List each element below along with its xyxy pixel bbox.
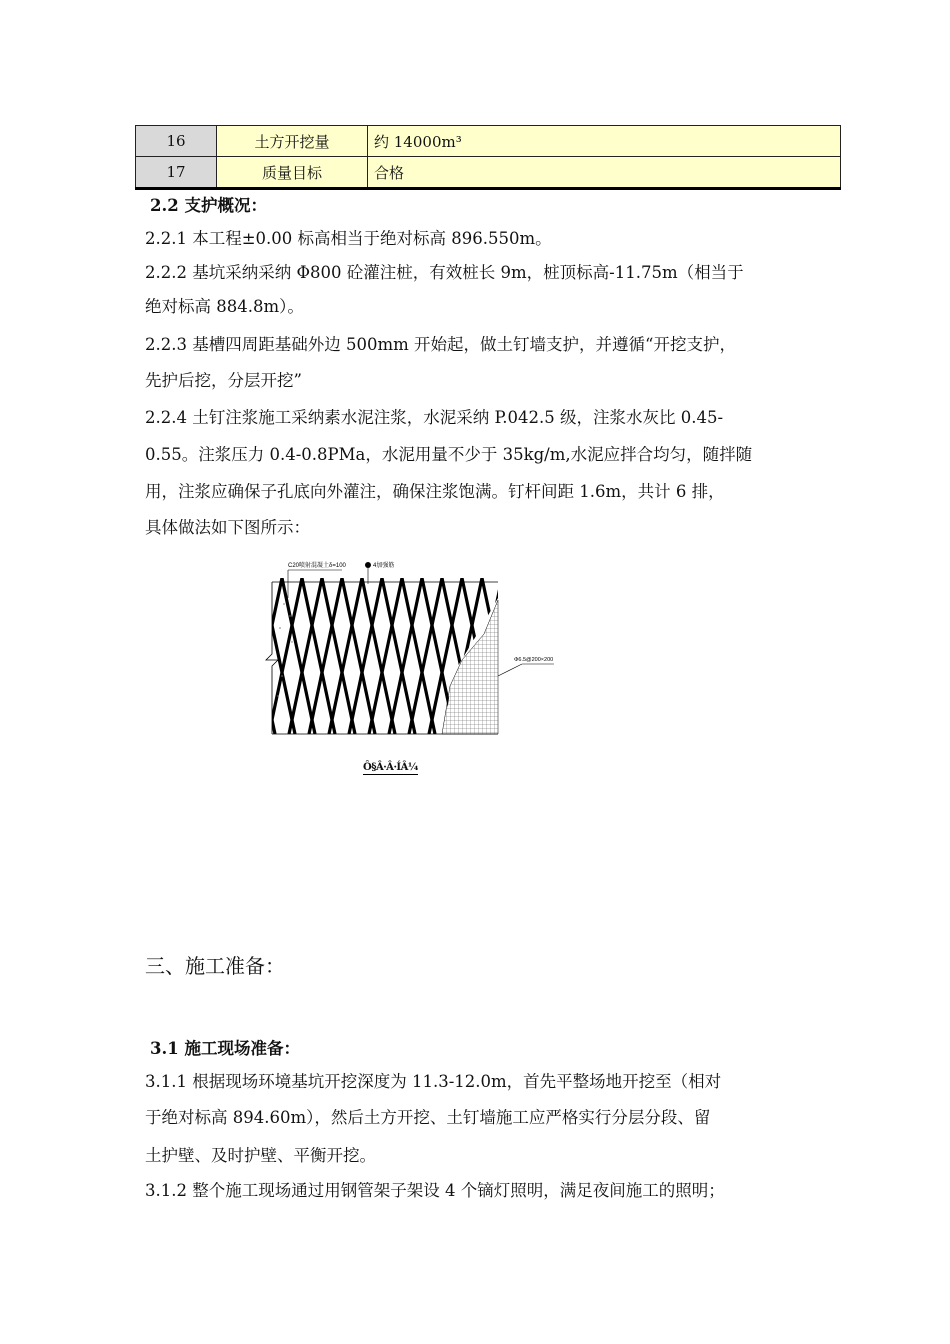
- section-heading-2-2: 2.2 支护概况：: [150, 196, 267, 215]
- paragraph-line: 用，注浆应确保子孔底向外灌注，确保注浆饱满。钉杆间距 1.6m，共计 6 排，: [145, 482, 725, 501]
- figure-caption: Ô§Â·Â·ÍÂ¼: [363, 762, 418, 773]
- paragraph-line: 绝对标高 884.8m）。: [145, 297, 304, 316]
- row-value: 约 14000m³: [368, 126, 841, 157]
- paragraph-line: 2.2.2 基坑采纳采纳 Φ800 砼灌注桩，有效桩长 9m，桩顶标高-11.75m（相当于: [145, 263, 744, 282]
- soil-nail-mesh-diagram: [262, 556, 562, 746]
- table-row: [136, 157, 841, 189]
- paragraph-line: 具体做法如下图所示：: [145, 518, 310, 537]
- label-mesh: Φ6.5@200×200: [514, 657, 554, 663]
- soil-nail-wall-figure: [262, 556, 562, 750]
- table-row: [136, 126, 841, 157]
- row-label: 质量目标: [217, 157, 368, 189]
- section-heading-3-1: 3.1 施工现场准备：: [150, 1039, 300, 1058]
- paragraph-line: 先护后挖，分层开挖”: [145, 371, 302, 390]
- row-number: 16: [136, 126, 217, 157]
- paragraph-line: 0.55。注浆压力 0.4-0.8PMa，水泥用量不少于 35kg/m,水泥应拌合均匀，随拌随: [145, 445, 753, 464]
- paragraph-line: 2.2.4 土钉注浆施工采纳素水泥注浆，水泥采纳 P.042.5 级，注浆水灰比 0.45-: [145, 408, 724, 427]
- paragraph-line: 2.2.1 本工程±0.00 标高相当于绝对标高 896.550m。: [145, 229, 552, 248]
- paragraph-line: 土护壁、及时护壁、平衡开挖。: [145, 1146, 376, 1165]
- row-value: 合格: [368, 157, 841, 189]
- bar-dot-icon: [365, 562, 371, 568]
- section-title-3: 三、施工准备：: [145, 954, 285, 978]
- diamond-mesh: [262, 578, 542, 734]
- paragraph-line: 3.1.1 根据现场环境基坑开挖深度为 11.3-12.0m，首先平整场地开挖至（相对: [145, 1072, 722, 1091]
- label-reinforcement: 4加强筋: [373, 563, 395, 569]
- row-number: 17: [136, 157, 217, 189]
- row-label: 土方开挖量: [217, 126, 368, 157]
- label-shotcrete: C20喷射混凝土δ=100: [288, 563, 346, 569]
- paragraph-line: 于绝对标高 894.60m），然后土方开挖、土钉墙施工应严格实行分层分段、留: [145, 1108, 711, 1127]
- project-info-table: [135, 125, 841, 190]
- paragraph-line: 2.2.3 基槽四周距基础外边 500mm 开始起，做土钉墙支护，并遵循“开挖支护，: [145, 335, 736, 354]
- paragraph-line: 3.1.2 整个施工现场通过用钢管架子架设 4 个镝灯照明，满足夜间施工的照明；: [145, 1181, 725, 1200]
